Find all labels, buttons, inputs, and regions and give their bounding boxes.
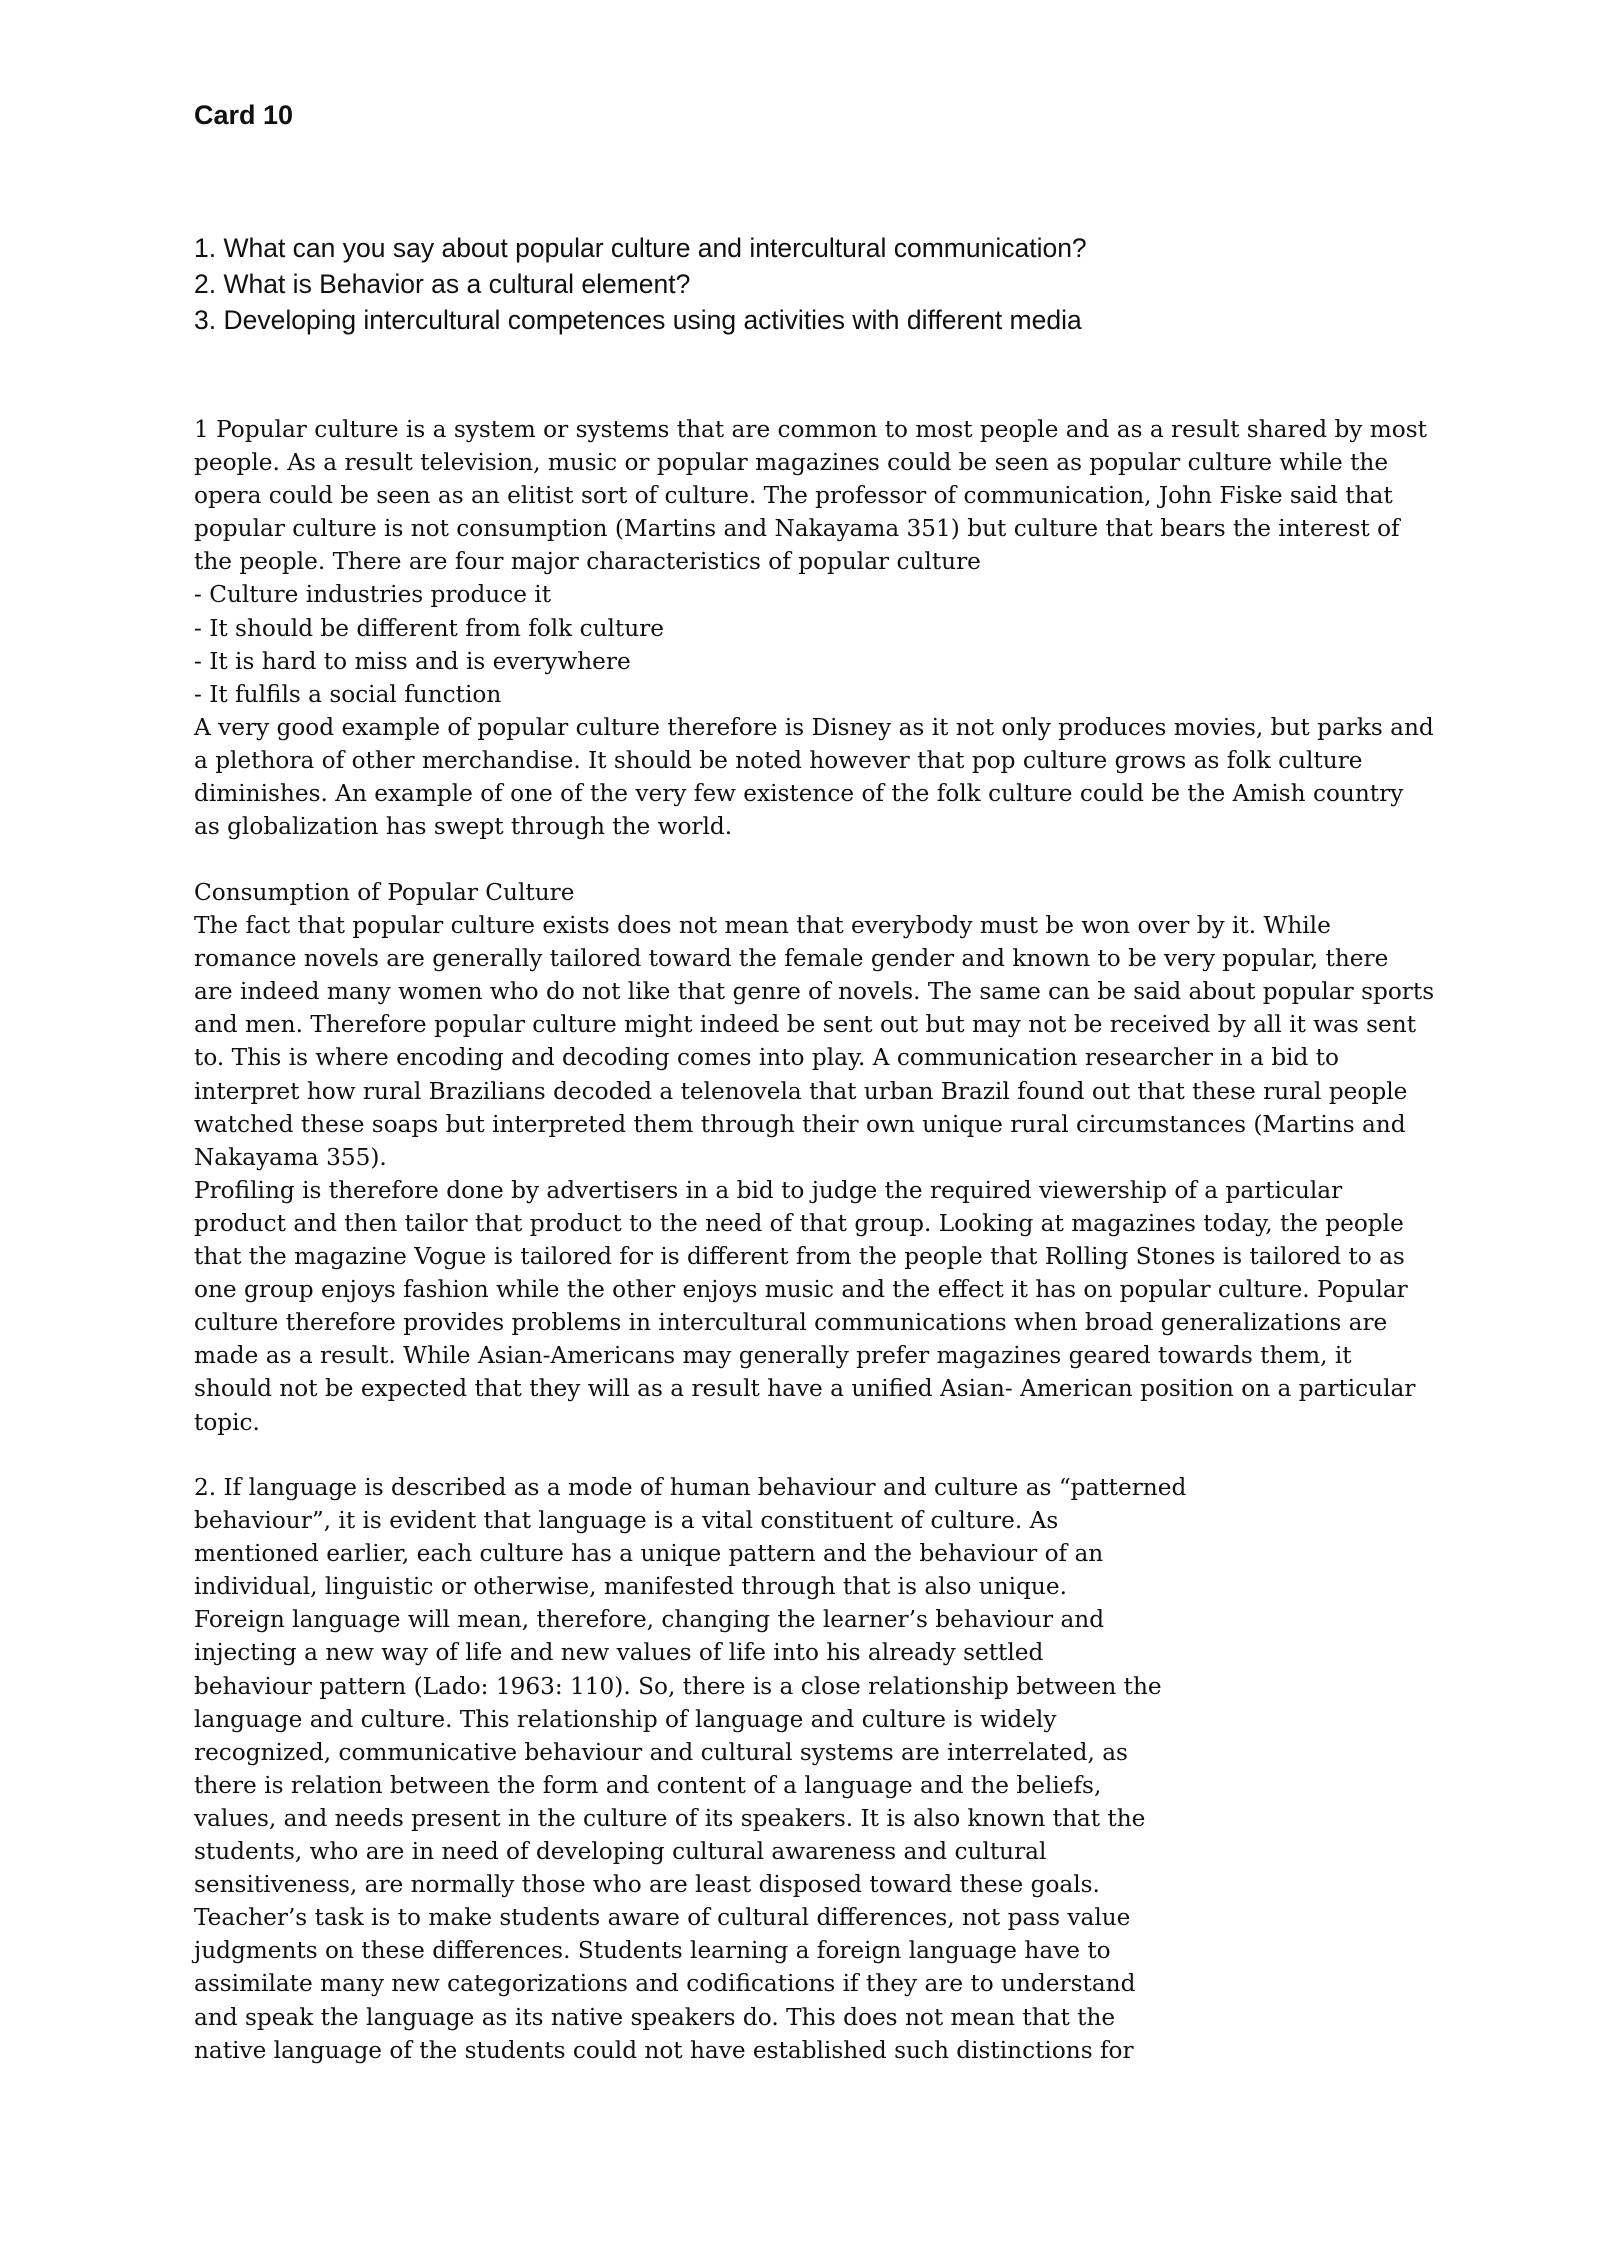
text-line: a plethora of other merchandise. It should be noted however that pop culture grows as folk culture [194, 746, 1363, 774]
text-line: 1 Popular culture is a system or systems that are common to most people and as a result shared by most [194, 416, 1427, 443]
text-line: the people. There are four major characteristics of popular culture [194, 548, 981, 576]
text-line: Profiling is therefore done by advertisers in a bid to judge the required viewership of a particular [194, 1176, 1343, 1204]
text-line: The fact that popular culture exists does not mean that everybody must be won over by it. While [194, 912, 1331, 940]
text-line: sensitiveness, are normally those who are least disposed toward these goals. [194, 1871, 1100, 1899]
text-line: made as a result. While Asian-Americans may generally prefer magazines geared towards them, it [194, 1342, 1352, 1370]
text-line: mentioned earlier, each culture has a unique pattern and the behaviour of an [194, 1540, 1104, 1568]
text-line: that the magazine Vogue is tailored for is different from the people that Rolling Stones is tailored to as [194, 1243, 1405, 1271]
text-line: individual, linguistic or otherwise, manifested through that is also unique. [194, 1573, 1067, 1601]
question-item: 3. Developing intercultural competences using activities with different media [194, 305, 1082, 335]
text-line: one group enjoys fashion while the other enjoys music and the effect it has on popular culture. Popular [194, 1276, 1408, 1304]
text-line: watched these soaps but interpreted them through their own unique rural circumstances (Martins and [194, 1110, 1406, 1138]
text-line: should not be expected that they will as a result have a unified Asian- American position on a particular [194, 1375, 1416, 1403]
text-line: product and then tailor that product to the need of that group. Looking at magazines today, the people [194, 1209, 1404, 1237]
text-line: popular culture is not consumption (Martins and Nakayama 351) but culture that bears the interest of [194, 515, 1400, 543]
answer-2-paragraph [194, 1471, 1186, 2067]
text-line: values, and needs present in the culture of its speakers. It is also known that the [194, 1804, 1146, 1832]
card-title: Card 10 [194, 100, 294, 130]
text-line: behaviour”, it is evident that language is a vital constituent of culture. As [194, 1507, 1059, 1535]
bullet-line: - It should be different from folk culture [194, 614, 664, 642]
text-line: and speak the language as its native speakers do. This does not mean that the [194, 2003, 1116, 2031]
text-line: students, who are in need of developing cultural awareness and cultural [194, 1838, 1047, 1866]
text-line: A very good example of popular culture therefore is Disney as it not only produces movies, but parks and [194, 713, 1434, 741]
question-list [194, 230, 1087, 338]
text-line: native language of the students could not have established such distinctions for [194, 2036, 1134, 2064]
bullet-line: - It is hard to miss and is everywhere [194, 647, 631, 675]
text-line: are indeed many women who do not like that genre of novels. The same can be said about popular sports [194, 978, 1435, 1006]
text-line: diminishes. An example of one of the very few existence of the folk culture could be the Amish country [194, 780, 1404, 808]
section-heading: Consumption of Popular Culture [194, 879, 575, 906]
text-line: Teacher’s task is to make students aware of cultural differences, not pass value [194, 1904, 1131, 1932]
text-line: romance novels are generally tailored toward the female gender and known to be very popular, there [194, 945, 1389, 973]
answer-1-paragraph [194, 413, 1434, 843]
text-line: behaviour pattern (Lado: 1963: 110). So, there is a close relationship between the [194, 1672, 1162, 1700]
text-line: topic. [194, 1408, 260, 1436]
text-line: injecting a new way of life and new values of life into his already settled [194, 1639, 1044, 1667]
text-line: to. This is where encoding and decoding comes into play. A communication researcher in a bid to [194, 1044, 1339, 1072]
text-line: as globalization has swept through the world. [194, 813, 733, 841]
text-line: opera could be seen as an elitist sort of culture. The professor of communication, John Fiske said that [194, 482, 1393, 510]
text-line: 2. If language is described as a mode of human behaviour and culture as “patterned [194, 1474, 1187, 1501]
question-item: 1. What can you say about popular culture and intercultural communication? [194, 233, 1087, 263]
text-line: and men. Therefore popular culture might indeed be sent out but may not be received by all it was sent [194, 1011, 1417, 1039]
text-line: culture therefore provides problems in intercultural communications when broad generalizations are [194, 1309, 1388, 1337]
bullet-line: - Culture industries produce it [194, 581, 552, 609]
text-line: there is relation between the form and content of a language and the beliefs, [194, 1771, 1102, 1799]
consumption-section [194, 876, 1434, 1439]
text-line: people. As a result television, music or popular magazines could be seen as popular culture while the [194, 449, 1389, 477]
text-line: assimilate many new categorizations and codifications if they are to understand [194, 1970, 1136, 1998]
text-line: judgments on these differences. Students learning a foreign language have to [194, 1937, 1111, 1965]
text-line: Foreign language will mean, therefore, changing the learner’s behaviour and [194, 1606, 1105, 1634]
text-line: Nakayama 355). [194, 1143, 387, 1171]
text-line: recognized, communicative behaviour and cultural systems are interrelated, as [194, 1738, 1128, 1766]
text-line: interpret how rural Brazilians decoded a telenovela that urban Brazil found out that these rural people [194, 1077, 1408, 1105]
bullet-line: - It fulfils a social function [194, 680, 502, 708]
question-item: 2. What is Behavior as a cultural element? [194, 269, 691, 299]
text-line: language and culture. This relationship of language and culture is widely [194, 1705, 1057, 1733]
